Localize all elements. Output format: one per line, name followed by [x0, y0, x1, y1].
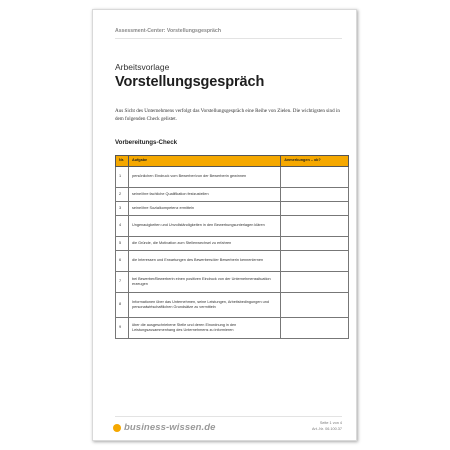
row-note[interactable] — [281, 216, 349, 237]
row-task: die Gründe, die Motivation zum Stellenwechsel zu erfahren — [128, 237, 280, 251]
page-info — [312, 420, 342, 432]
row-number: 8 — [116, 293, 129, 318]
row-task: Informationen über das Unternehmen, seine Leistungen, Arbeitsbedingungen und personalwirtschaftlichen Grundsätze zu vermitteln — [128, 293, 280, 318]
table-row — [116, 251, 349, 272]
brand-logo[interactable] — [113, 422, 216, 433]
row-note[interactable] — [281, 237, 349, 251]
row-note[interactable] — [281, 251, 349, 272]
row-number: 4 — [116, 216, 129, 237]
header-task: Aufgabe — [128, 156, 280, 167]
page-number: Seite 1 von 4 — [319, 421, 342, 425]
table-row — [116, 293, 349, 318]
table-row — [116, 216, 349, 237]
footer-divider — [115, 416, 342, 417]
table-row — [116, 167, 349, 188]
row-number: 7 — [116, 272, 129, 293]
document-subtitle: Arbeitsvorlage — [115, 62, 170, 72]
table-row — [116, 188, 349, 202]
row-note[interactable] — [281, 188, 349, 202]
table-row — [116, 272, 349, 293]
row-task: seine/ihre fachliche Qualifikation festzustellen — [128, 188, 280, 202]
row-number: 2 — [116, 188, 129, 202]
header-nr: Nr. — [116, 156, 129, 167]
header-notes: Anmerkungen – ok? — [281, 156, 349, 167]
brand-name: business-wissen.de — [124, 422, 216, 433]
header-divider — [115, 38, 342, 39]
row-note[interactable] — [281, 167, 349, 188]
table-row — [116, 202, 349, 216]
intro-paragraph: Aus Sicht des Unternehmens verfolgt das Vorstellungsgespräch eine Reihe von Zielen. Die wichtigsten sind in dem folgenden Check gelistet. — [115, 108, 340, 123]
row-number: 1 — [116, 167, 129, 188]
brand-dot-icon — [113, 424, 121, 432]
document-title: Vorstellungsgespräch — [115, 74, 265, 90]
row-number: 3 — [116, 202, 129, 216]
document-page — [92, 9, 357, 441]
section-heading: Vorbereitungs-Check — [115, 139, 178, 146]
row-task: persönlichen Eindruck vom Bewerber/von der Bewerberin gewinnen — [128, 167, 280, 188]
row-number: 5 — [116, 237, 129, 251]
row-task: bei Bewerber/Bewerberin einen positiven Eindruck von der Unternehmenssituation erzeugen — [128, 272, 280, 293]
running-header: Assessment-Center: Vorstellungsgespräch — [115, 28, 221, 34]
row-note[interactable] — [281, 202, 349, 216]
row-task: über die ausgeschriebene Stelle und deren Einordnung in den Leistungszusammenhang des Unternehmens zu informieren — [128, 318, 280, 339]
checklist-table — [115, 155, 349, 339]
row-task: Ungenauigkeiten und Unvollständigkeiten in den Bewerbungsunterlagen klären — [128, 216, 280, 237]
row-number: 6 — [116, 251, 129, 272]
article-number: Art.-Nr. 06.100.37 — [312, 427, 342, 431]
table-row — [116, 318, 349, 339]
row-note[interactable] — [281, 318, 349, 339]
row-number: 9 — [116, 318, 129, 339]
table-row — [116, 237, 349, 251]
table-header-row — [116, 156, 349, 167]
row-note[interactable] — [281, 272, 349, 293]
row-task: die Interessen und Erwartungen des Bewerbers/der Bewerberin kennenlernen — [128, 251, 280, 272]
row-note[interactable] — [281, 293, 349, 318]
row-task: seine/ihre Sozialkompetenz ermitteln — [128, 202, 280, 216]
